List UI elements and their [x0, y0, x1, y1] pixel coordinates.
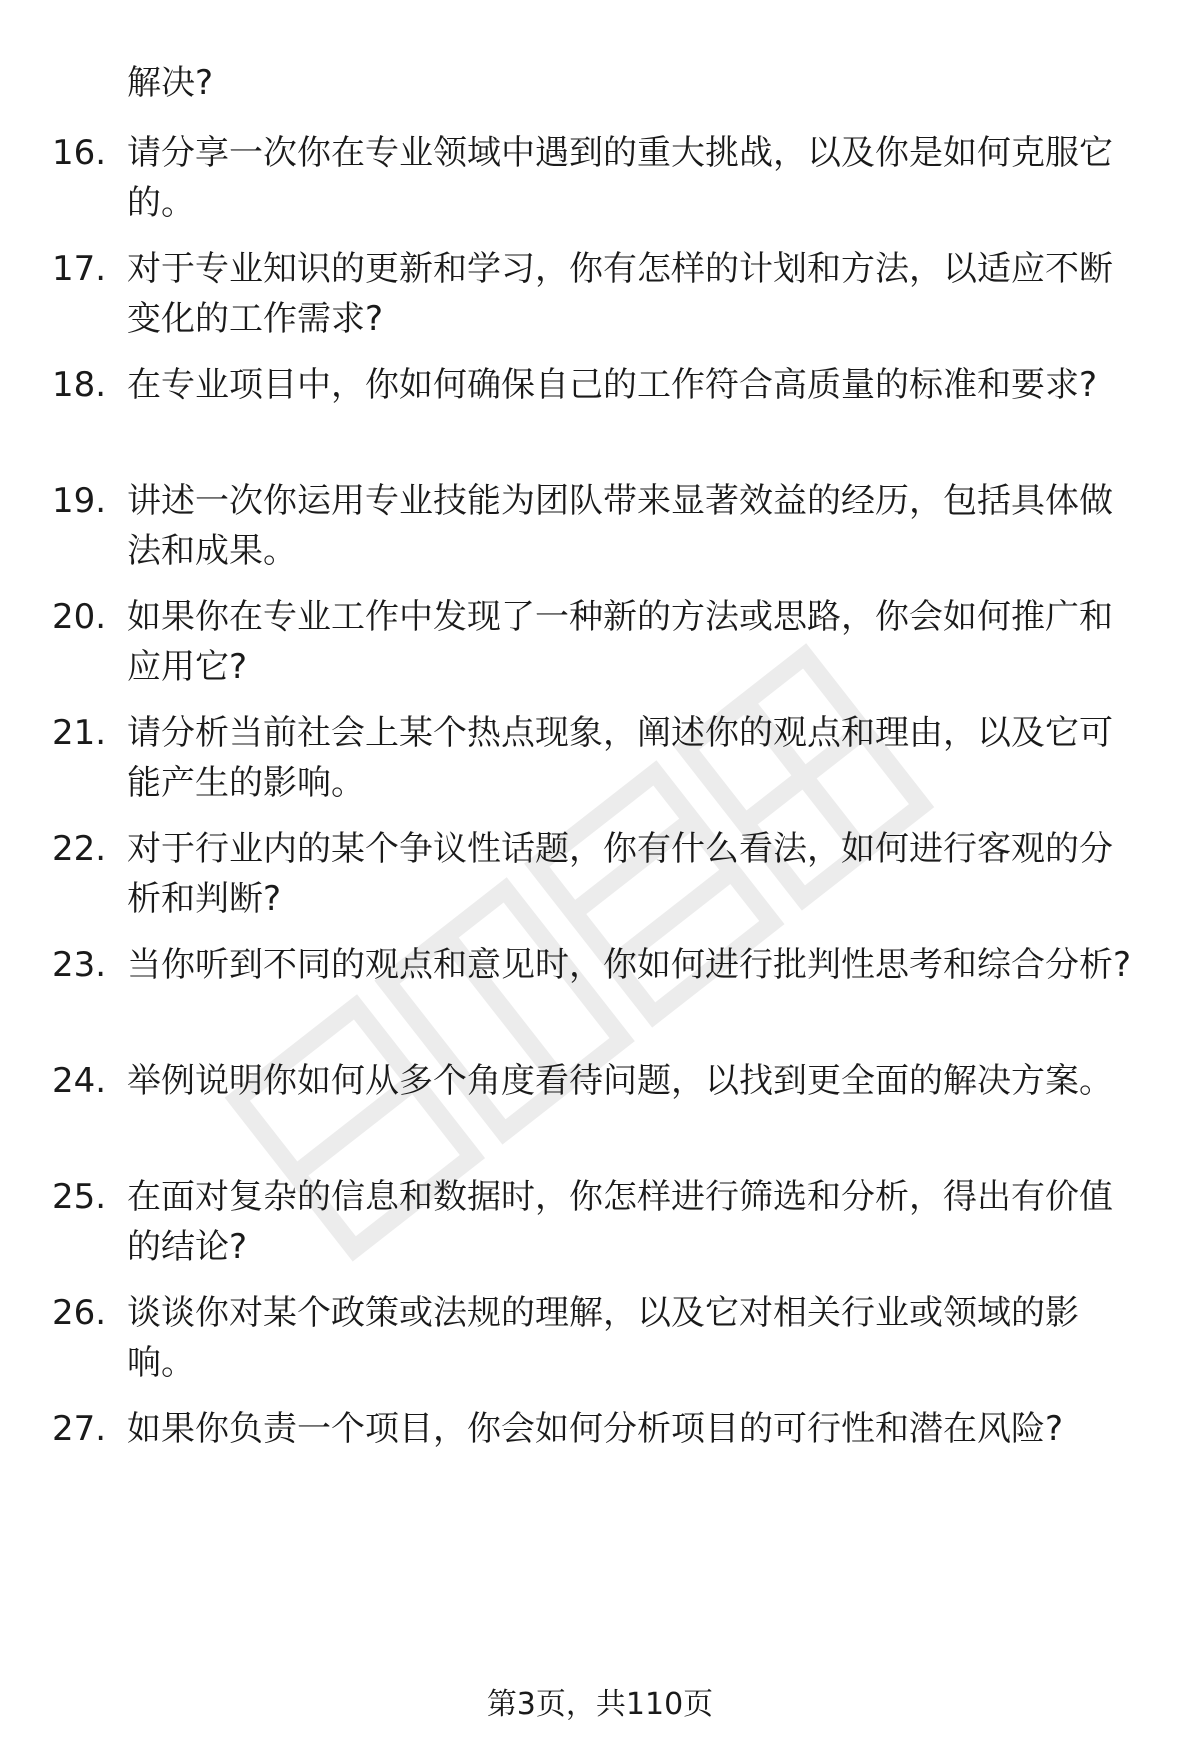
list-item — [52, 940, 1142, 990]
list-item — [52, 1056, 1142, 1106]
question-text: 如果你负责一个项目，你会如何分析项目的可行性和潜在风险? — [127, 1409, 1064, 1449]
question-number: 26. — [52, 1293, 107, 1333]
list-item — [52, 592, 1142, 692]
list-item — [52, 1288, 1142, 1388]
list-item — [52, 128, 1142, 228]
question-number: 25. — [52, 1177, 107, 1217]
question-text: 当你听到不同的观点和意见时，你如何进行批判性思考和综合分析? — [127, 945, 1132, 985]
list-item — [52, 476, 1142, 576]
question-text: 谈谈你对某个政策或法规的理解，以及它对相关行业或领域的影响。 — [127, 1293, 1079, 1383]
list-item — [52, 1172, 1142, 1272]
question-number: 21. — [52, 713, 107, 753]
list-item — [52, 824, 1142, 924]
question-text: 在专业项目中，你如何确保自己的工作符合高质量的标准和要求? — [127, 365, 1098, 405]
question-number: 16. — [52, 133, 107, 173]
question-number: 22. — [52, 829, 107, 869]
question-text: 举例说明你如何从多个角度看待问题，以找到更全面的解决方案。 — [127, 1061, 1113, 1101]
list-item — [52, 244, 1142, 344]
question-number: 24. — [52, 1061, 107, 1101]
question-number: 19. — [52, 481, 107, 521]
question-text: 如果你在专业工作中发现了一种新的方法或思路，你会如何推广和应用它? — [127, 597, 1113, 687]
continuation-text: 解决? — [127, 63, 214, 103]
question-text: 在面对复杂的信息和数据时，你怎样进行筛选和分析，得出有价值的结论? — [127, 1177, 1113, 1267]
list-item — [52, 360, 1142, 410]
question-text: 请分享一次你在专业领域中遇到的重大挑战，以及你是如何克服它的。 — [127, 133, 1113, 223]
question-number: 20. — [52, 597, 107, 637]
question-number: 23. — [52, 945, 107, 985]
question-text: 讲述一次你运用专业技能为团队带来显著效益的经历，包括具体做法和成果。 — [127, 481, 1113, 571]
question-text: 对于行业内的某个争议性话题，你有什么看法，如何进行客观的分析和判断? — [127, 829, 1113, 919]
question-number: 17. — [52, 249, 107, 289]
question-number: 27. — [52, 1409, 107, 1449]
question-text: 对于专业知识的更新和学习，你有怎样的计划和方法，以适应不断变化的工作需求? — [127, 249, 1113, 339]
list-item — [52, 1404, 1142, 1454]
page-footer: 第3页，共110页 — [486, 1687, 714, 1722]
question-number: 18. — [52, 365, 107, 405]
list-item — [52, 708, 1142, 808]
question-text: 请分析当前社会上某个热点现象，阐述你的观点和理由，以及它可能产生的影响。 — [127, 713, 1113, 803]
